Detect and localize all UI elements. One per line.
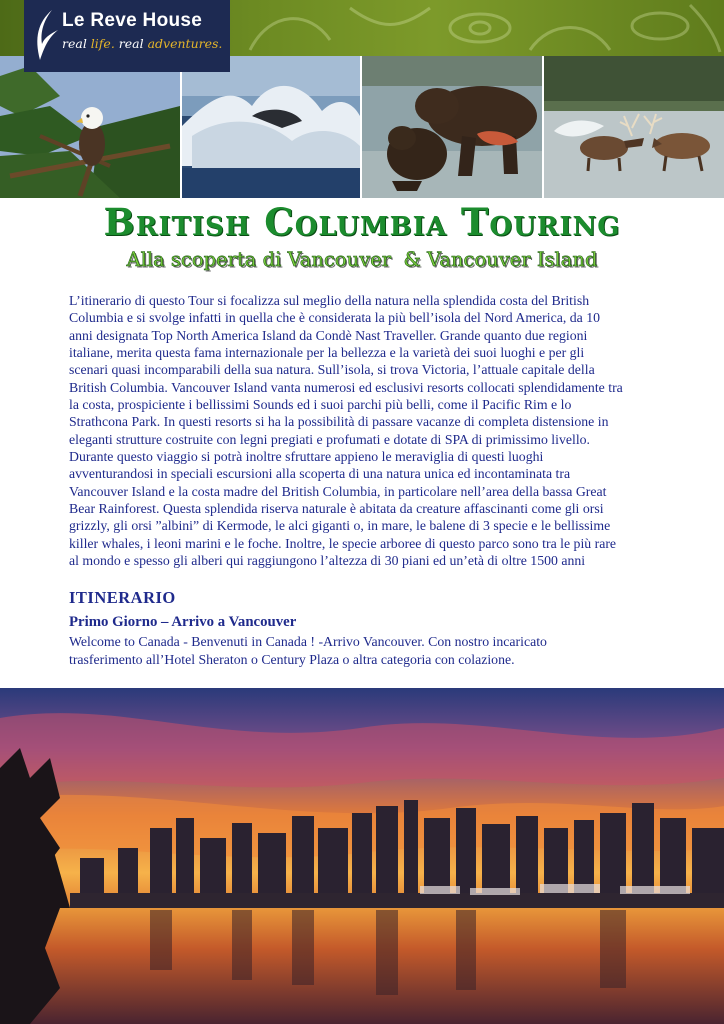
- page-subtitle: Alla scoperta di Vancouver & Vancouver Island: [126, 248, 598, 271]
- itinerary-heading: ITINERARIO: [69, 588, 176, 607]
- intro-line: italiane, merita questa fama internazionale per la bellezza e la varietà dei suoi luoghi e per gli: [69, 345, 585, 361]
- whale-photo: [182, 56, 360, 198]
- eagle-photo: [0, 56, 180, 198]
- intro-line: anni designata Top North America Island da Condè Nast Traveller. Grande quanto due regioni: [69, 327, 588, 343]
- bears-photo: [362, 56, 542, 198]
- brand-logo[interactable]: [24, 0, 230, 72]
- elk-photo: [544, 56, 724, 198]
- vancouver-skyline-photo: [0, 688, 724, 1024]
- day-line: trasferimento all’Hotel Sheraton o Century Plaza o altra categoria con colazione.: [69, 651, 515, 667]
- intro-line: al mondo e spesso gli alberi qui raggiungono l’altezza di 30 piani ed un’età di oltre 1500 anni: [69, 553, 586, 569]
- swoosh-icon: [30, 8, 60, 64]
- intro-line: British Columbia. Vancouver Island vanta numerosi ed esclusivi resorts collocati splendidamente tra: [69, 379, 623, 395]
- day-title: Primo Giorno – Arrivo a Vancouver: [69, 614, 297, 630]
- intro-line: Durante questo viaggio si potrà inoltre sfruttare appieno le meraviglia di questi luoghi: [69, 449, 544, 465]
- intro-line: la costa, prospiciente i bellissimi Sounds ed i suoi parchi più belli, come il Pacific Rim e lo: [69, 397, 572, 413]
- intro-line: eleganti strutture costruite con legni pregiati e profumati e dotate di SPA di primissimo livello.: [69, 431, 590, 447]
- day-line: Welcome to Canada - Benvenuti in Canada ! -Arrivo Vancouver. Con nostro incaricato: [69, 634, 547, 649]
- intro-line: avventurandosi in speciali escursioni alla scoperta di una natura unica ed incontaminata tra: [69, 466, 571, 482]
- intro-line: killer whales, i leoni marini e le foche. Inoltre, le specie arboree di questo parco sono tra le più rare: [69, 535, 617, 551]
- page-title: British Columbia Touring: [103, 200, 621, 244]
- intro-paragraph: [69, 292, 659, 570]
- intro-line: Vancouver Island e la costa madre del British Columbia, in particolare nell’area della bassa Great: [69, 483, 607, 499]
- intro-line: L’itinerario di questo Tour si focalizza sul meglio della natura nella splendida costa del British: [69, 293, 590, 308]
- day-description: [69, 633, 669, 668]
- intro-line: Bear Rainforest. Questa splendida riserva naturale è abitata da creature affascinanti come gli orsi: [69, 501, 604, 517]
- brand-name: Le Reve House: [62, 10, 203, 31]
- intro-line: scenari quasi incomparabili della sua natura. Sull’isola, si trova Victoria, l’attuale capitale della: [69, 362, 595, 378]
- intro-line: grizzly, gli orsi ”albini” di Kermode, le alci giganti o, in mare, le balene di 3 specie e le bellissime: [69, 518, 611, 534]
- intro-line: Strathcona Park. In questi resorts si ha la possibilità di passare vacanze di completa distensione in: [69, 414, 609, 430]
- banner-pattern: [230, 0, 724, 56]
- intro-line: Columbia e si svolge infatti in quella che è considerata la più bell’isola del Nord America, da 10: [69, 310, 601, 326]
- brand-tagline: real life. real adventures.: [62, 36, 223, 51]
